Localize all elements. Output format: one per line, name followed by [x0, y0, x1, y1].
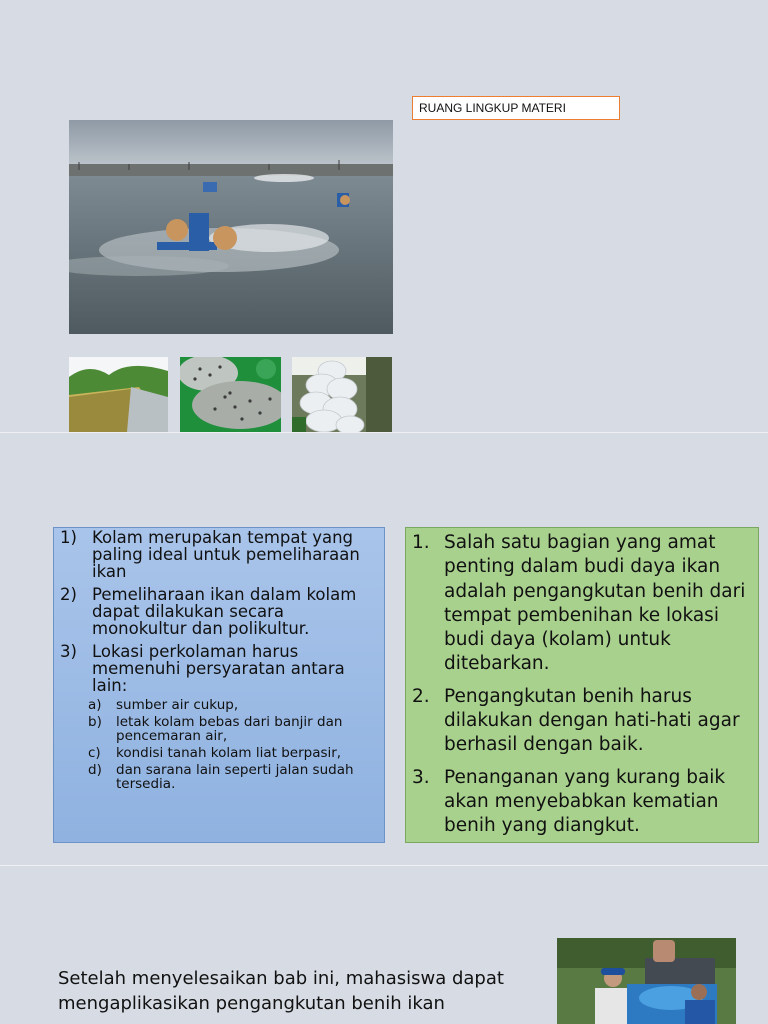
list-item: b) letak kolam bebas dari banjir dan pencemaran air,: [88, 714, 343, 744]
list-item: c) kondisi tanah kolam liat berpasir,: [88, 745, 342, 761]
pond-paddlewheel-aerator-photo: [69, 120, 393, 334]
slide-scope: [0, 0, 768, 432]
slide-title: RUANG LINGKUP MATERI: [412, 96, 620, 120]
fish-seed-photo: [180, 357, 281, 432]
list-item: a) sumber air cukup,: [88, 697, 239, 713]
requirements-sublist: [88, 697, 378, 792]
list-item: d) dan sarana lain seperti jalan sudah tersedia.: [88, 762, 354, 792]
fish-pond-canal-photo: [69, 357, 168, 432]
learning-objective-text: Setelah menyelesaikan bab ini, mahasiswa dapat mengaplikasikan pengangkutan benih ikan: [58, 968, 504, 1014]
list-item: 3) Lokasi perkolaman harus memenuhi persyaratan antara lain: a) sumber air cukup, b) letak kolam bebas dari banjir dan pencemaran air, c) kondisi tanah kolam liat berpasir, d) dan sarana lain seperti jalan sudah tersedia.: [60, 643, 378, 794]
list-item: 2. Pengangkutan benih harus dilakukan dengan hati-hati agar berhasil dengan baik.: [412, 685, 740, 756]
list-item: 2) Pemeliharaan ikan dalam kolam dapat dilakukan secara monokultur dan polikultur.: [60, 585, 357, 638]
workers-loading-fish-truck-photo: [557, 938, 736, 1024]
list-item: 3. Penanganan yang kurang baik akan menyebabkan kematian benih yang diangkut.: [412, 766, 726, 837]
seed-transport-bags-photo: [292, 357, 392, 432]
seed-transport-box: [405, 527, 759, 843]
list-item: 1. Salah satu bagian yang amat penting dalam budi daya ikan adalah pengangkutan benih dari tempat pembenihan ke lokasi budi daya (kolam) untuk ditebarkan.: [412, 532, 746, 675]
list-item: 1) Kolam merupakan tempat yang paling ideal untuk pemeliharaan ikan: [60, 528, 360, 581]
pond-requirements-box: [53, 527, 385, 843]
slide-objective: [0, 866, 768, 1024]
slide-content: [0, 433, 768, 865]
